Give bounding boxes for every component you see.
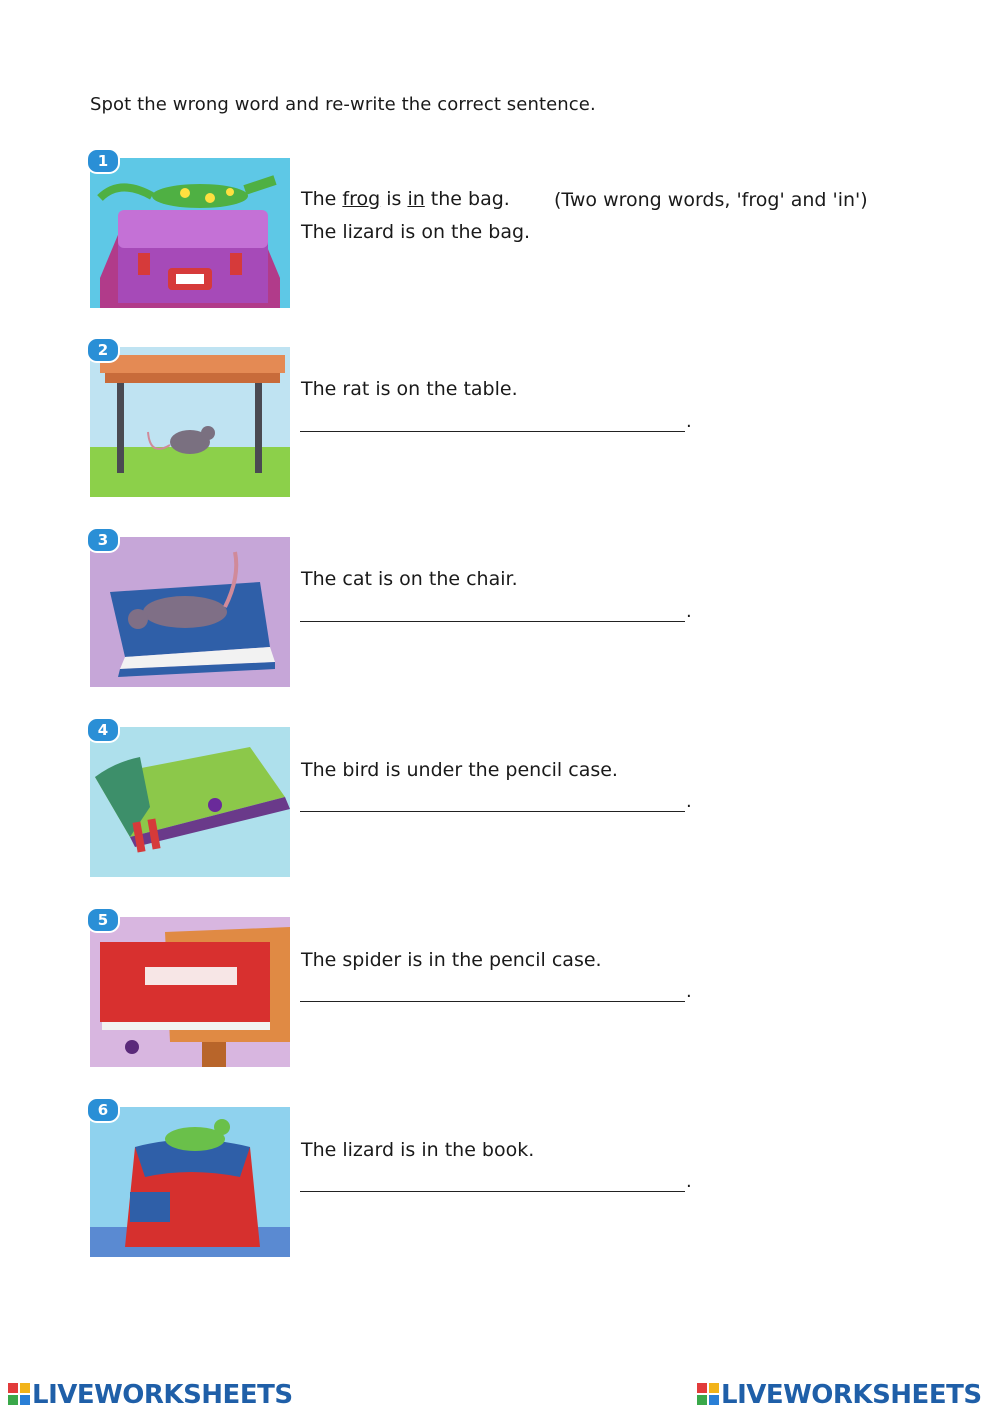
end-mark: . (686, 601, 692, 622)
picture-lizard-on-bag (90, 152, 290, 308)
picture-spider-under-book (90, 911, 290, 1067)
brand-text: LIVEWORKSHEETS (721, 1380, 982, 1410)
spider-under-book-illustration (90, 917, 290, 1067)
liveworksheets-icon (8, 1383, 30, 1405)
item-number-badge: 4 (86, 717, 120, 743)
exercise-item-5 (0, 911, 1000, 1077)
answer-input[interactable] (300, 1169, 685, 1192)
instruction-text: Spot the wrong word and re-write the correct sentence. (90, 94, 596, 115)
sentence-text: the bag. (424, 188, 510, 210)
rat-under-table-illustration (90, 347, 290, 497)
rat-on-book-illustration (90, 537, 290, 687)
end-mark: . (686, 981, 692, 1002)
end-mark: . (686, 411, 692, 432)
given-sentence: The cat is on the chair. (301, 568, 518, 590)
wrong-word-in: in (407, 188, 425, 210)
sentence-text: The (301, 188, 343, 210)
answer-input[interactable] (300, 789, 685, 812)
frog-on-backpack-illustration (90, 1107, 290, 1257)
answer-input[interactable] (300, 979, 685, 1002)
exercise-item-2 (0, 341, 1000, 507)
end-mark: . (686, 1171, 692, 1192)
exercise-item-4 (0, 721, 1000, 887)
liveworksheets-logo-left (8, 1380, 293, 1410)
sentence-text: is (380, 188, 408, 210)
picture-spider-in-pencil-case (90, 721, 290, 877)
liveworksheets-logo-right (697, 1380, 982, 1410)
picture-rat-under-table (90, 341, 290, 497)
given-sentence: The lizard is in the book. (301, 1139, 535, 1161)
item-number-badge: 2 (86, 337, 120, 363)
given-sentence (301, 188, 510, 210)
answer-input[interactable] (300, 409, 685, 432)
exercise-item-1 (0, 152, 1000, 318)
exercise-item-6 (0, 1101, 1000, 1267)
exercise-item-3 (0, 531, 1000, 697)
item-number-badge: 6 (86, 1097, 120, 1123)
lizard-on-bag-illustration (90, 158, 290, 308)
picture-frog-on-backpack (90, 1101, 290, 1257)
end-mark: . (686, 791, 692, 812)
item-number-badge: 3 (86, 527, 120, 553)
spider-in-pencil-case-illustration (90, 727, 290, 877)
hint-note: (Two wrong words, 'frog' and 'in') (554, 189, 868, 211)
given-sentence: The spider is in the pencil case. (301, 949, 602, 971)
liveworksheets-icon (697, 1383, 719, 1405)
given-sentence: The rat is on the table. (301, 378, 518, 400)
given-sentence: The bird is under the pencil case. (301, 759, 618, 781)
item-number-badge: 5 (86, 907, 120, 933)
wrong-word-frog: frog (342, 188, 381, 210)
item-number-badge: 1 (86, 148, 120, 174)
picture-rat-on-book (90, 531, 290, 687)
brand-text: LIVEWORKSHEETS (32, 1380, 293, 1410)
answer-input[interactable] (300, 599, 685, 622)
example-answer: The lizard is on the bag. (301, 221, 531, 243)
